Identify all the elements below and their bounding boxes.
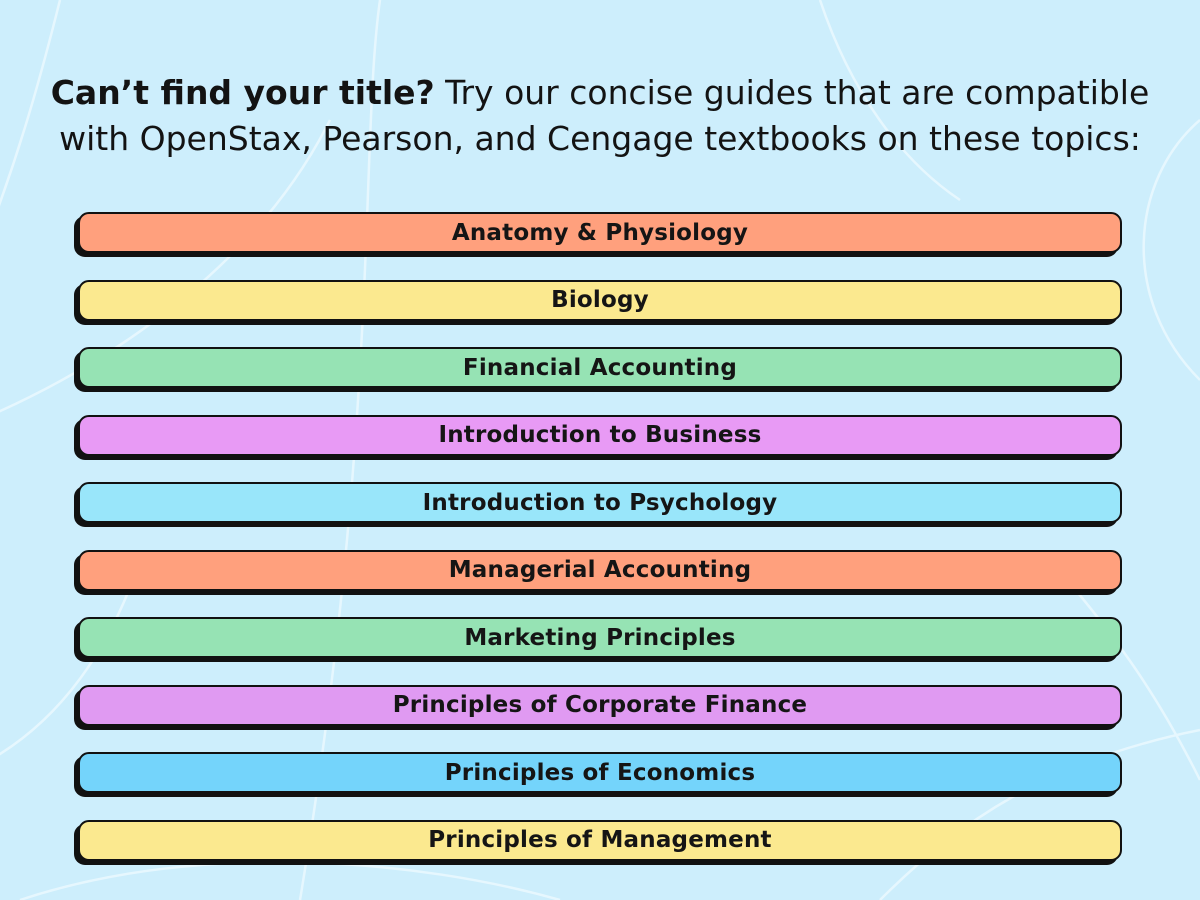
topic-principles-of-corporate-finance-button[interactable] <box>78 685 1122 726</box>
heading-line-1 <box>0 70 1200 116</box>
topic-label: Introduction to Business <box>438 422 762 448</box>
topic-list <box>78 212 1122 887</box>
topic-principles-of-management-button[interactable] <box>78 820 1122 861</box>
topic-biology-button[interactable] <box>78 280 1122 321</box>
topic-label: Financial Accounting <box>462 354 738 381</box>
topic-label: Biology <box>551 287 649 313</box>
topic-label: Anatomy & Physiology <box>451 219 749 246</box>
heading-line-1-rest: Try our concise guides that are compatible <box>434 73 1150 112</box>
heading-lead: Can’t find your title? <box>50 73 435 112</box>
topic-label: Managerial Accounting <box>448 557 752 583</box>
topic-financial-accounting-button[interactable] <box>78 347 1122 388</box>
topic-label: Principles of Economics <box>444 759 756 786</box>
topic-managerial-accounting-button[interactable] <box>78 550 1122 591</box>
page-heading <box>0 70 1200 162</box>
topic-label: Principles of Management <box>428 827 772 853</box>
topic-introduction-to-psychology-button[interactable] <box>78 482 1122 523</box>
topic-introduction-to-business-button[interactable] <box>78 415 1122 456</box>
heading-line-2: with OpenStax, Pearson, and Cengage textbooks on these topics: <box>59 119 1141 158</box>
topic-anatomy-physiology-button[interactable] <box>78 212 1122 253</box>
topic-marketing-principles-button[interactable] <box>78 617 1122 658</box>
topic-principles-of-economics-button[interactable] <box>78 752 1122 793</box>
topic-label: Marketing Principles <box>464 624 736 651</box>
topic-label: Introduction to Psychology <box>422 489 778 516</box>
topic-label: Principles of Corporate Finance <box>392 692 808 718</box>
